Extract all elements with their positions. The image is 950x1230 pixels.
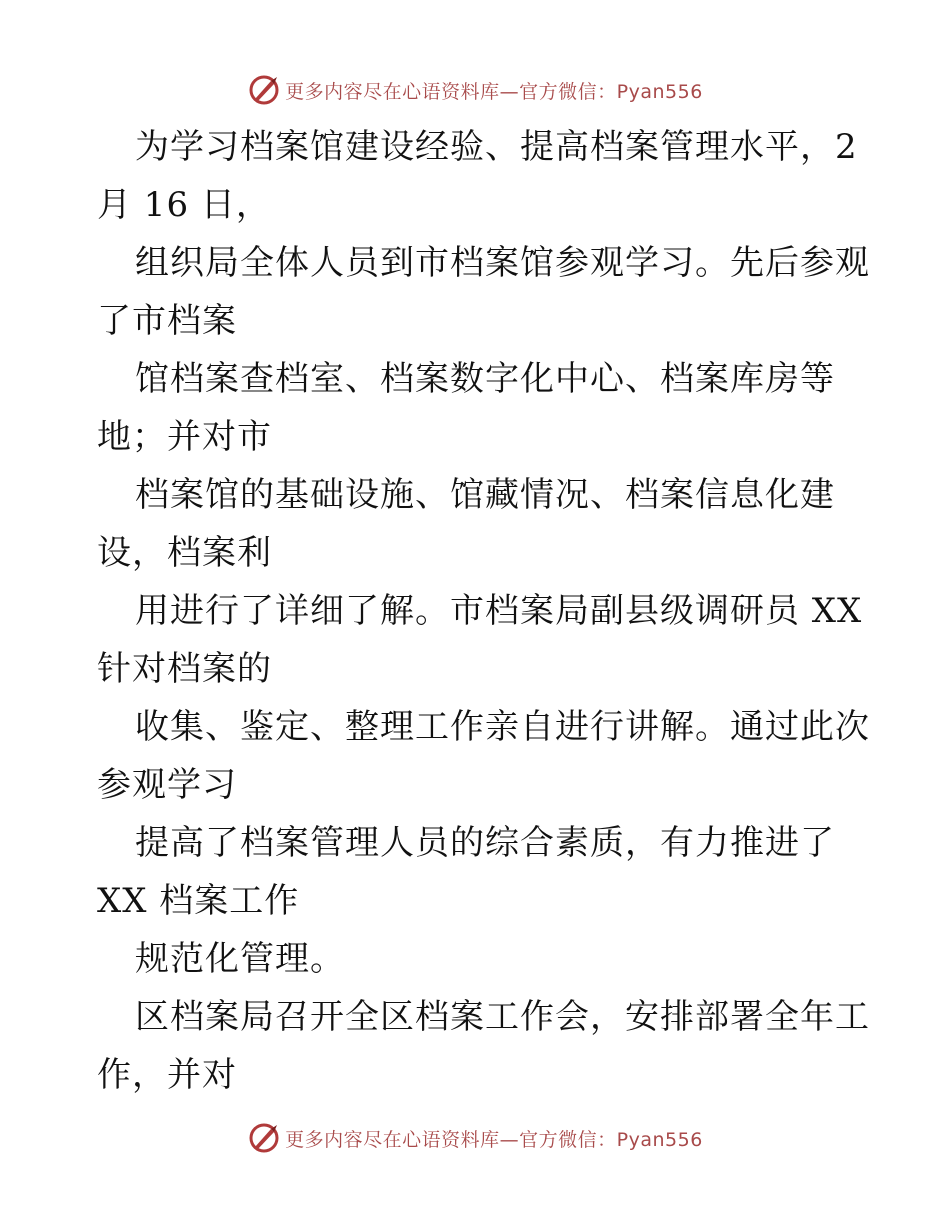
- text-line: 针对档案的: [97, 649, 272, 689]
- text-line: 参观学习: [97, 765, 237, 805]
- text-line: 设，档案利: [97, 533, 272, 573]
- text-line: 为学习档案馆建设经验、提高档案管理水平，2: [135, 127, 858, 167]
- footer-banner: [0, 1118, 950, 1158]
- text-line: XX 档案工作: [97, 881, 300, 921]
- text-line: 馆档案查档室、档案数字化中心、档案库房等: [135, 359, 835, 399]
- text-line: 收集、鉴定、整理工作亲自进行讲解。通过此次: [135, 707, 870, 747]
- text-line: 用进行了详细了解。市档案局副县级调研员 XX: [135, 591, 863, 631]
- footer-banner-text: 更多内容尽在心语资料库—官方微信：Pyan556: [285, 1128, 703, 1151]
- header-banner: [0, 70, 950, 110]
- header-banner-text: 更多内容尽在心语资料库—官方微信：Pyan556: [285, 80, 703, 103]
- text-line: 组织局全体人员到市档案馆参观学习。先后参观: [135, 243, 870, 283]
- quill-logo-icon: [247, 73, 281, 107]
- text-line: 了市档案: [97, 301, 237, 341]
- text-line: 地；并对市: [97, 417, 272, 457]
- text-line: 月 16 日，: [97, 185, 271, 225]
- text-line: 提高了档案管理人员的综合素质，有力推进了: [135, 823, 835, 863]
- quill-logo-icon: [247, 1121, 281, 1155]
- text-line: 区档案局召开全区档案工作会，安排部署全年工: [135, 997, 870, 1037]
- text-line: 作，并对: [97, 1055, 237, 1095]
- text-line: 档案馆的基础设施、馆藏情况、档案信息化建: [135, 475, 835, 515]
- text-line: 规范化管理。: [135, 939, 345, 979]
